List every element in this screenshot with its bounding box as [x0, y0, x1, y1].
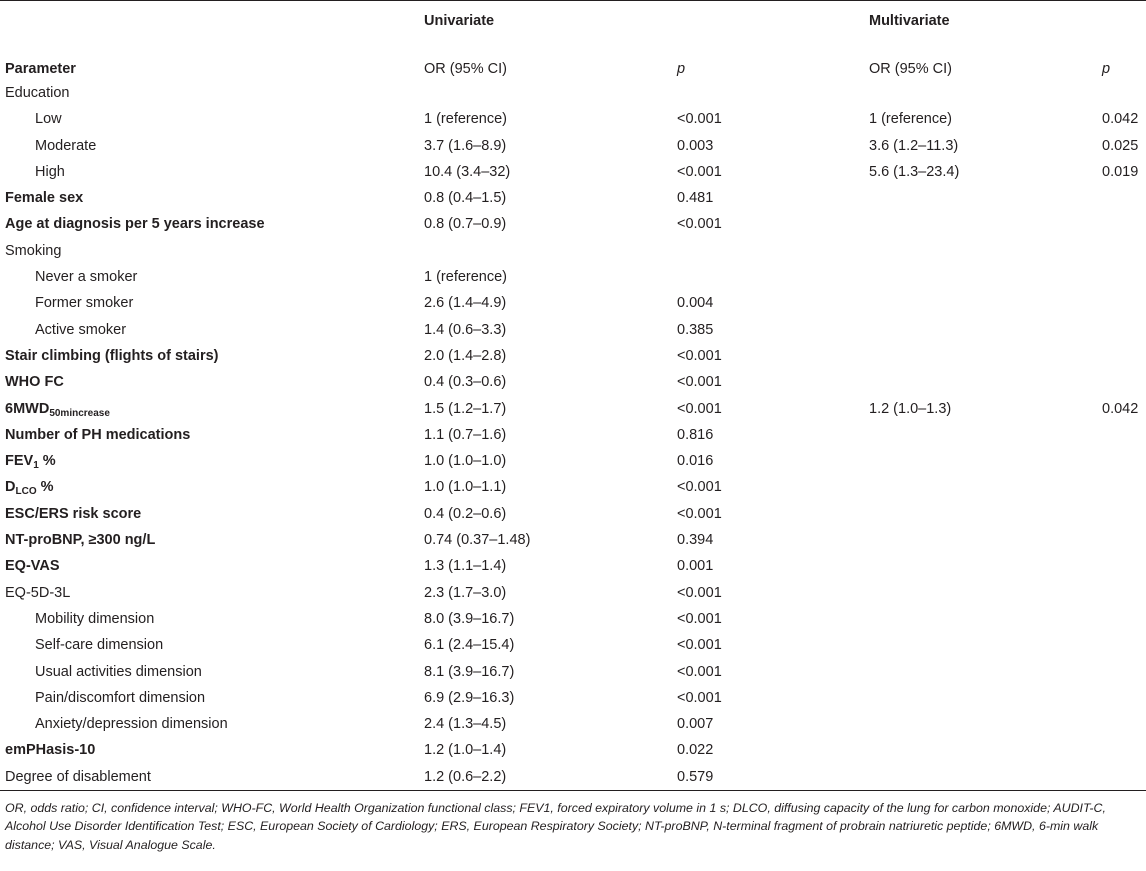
univariate-p-cell: <0.001 [677, 663, 722, 680]
univariate-p-cell: 0.007 [677, 716, 714, 733]
univariate-or-cell: 1.3 (1.1–1.4) [424, 558, 507, 575]
parameter-cell [35, 317, 126, 343]
table-row [0, 685, 1146, 711]
univariate-or-cell: 3.7 (1.6–8.9) [424, 137, 507, 154]
univariate-or-cell: 0.4 (0.3–0.6) [424, 374, 507, 391]
univariate-or-cell: 0.74 (0.37–1.48) [424, 532, 531, 549]
univariate-or-cell: 0.8 (0.4–1.5) [424, 190, 507, 207]
parameter-label: High [35, 163, 65, 180]
table-row [0, 764, 1146, 790]
table-row [0, 659, 1146, 685]
parameter-cell [5, 211, 265, 237]
parameter-cell [5, 238, 61, 264]
univariate-p-cell: <0.001 [677, 374, 722, 391]
univariate-p-cell: 0.016 [677, 453, 714, 470]
univariate-or-column-header: OR (95% CI) [424, 61, 507, 77]
parameter-label: NT-proBNP, ≥300 ng/L [5, 532, 156, 549]
univariate-p-cell: <0.001 [677, 505, 722, 522]
univariate-p-cell: <0.001 [677, 111, 722, 128]
parameter-label-subscript: LCO [15, 486, 37, 498]
multivariate-or-cell: 1.2 (1.0–1.3) [869, 400, 952, 417]
univariate-p-cell: <0.001 [677, 347, 722, 364]
univariate-p-cell: 0.001 [677, 558, 714, 575]
univariate-p-cell: 0.003 [677, 137, 714, 154]
table-row [0, 553, 1146, 579]
univariate-or-cell: 8.0 (3.9–16.7) [424, 610, 515, 627]
parameter-cell [5, 580, 70, 606]
univariate-or-cell: 1.4 (0.6–3.3) [424, 321, 507, 338]
table-row [0, 106, 1146, 132]
univariate-p-column-header: p [677, 61, 686, 77]
univariate-p-cell: 0.394 [677, 532, 714, 549]
table-row [0, 711, 1146, 737]
parameter-label: Usual activities dimension [35, 663, 202, 680]
parameter-label: 6MWD [5, 400, 50, 417]
parameter-label: emPHasis-10 [5, 742, 96, 759]
table-row [0, 80, 1146, 106]
multivariate-p-cell: 0.019 [1102, 163, 1139, 180]
table-row [0, 159, 1146, 185]
table-body [0, 80, 1146, 790]
parameter-label: Stair climbing (flights of stairs) [5, 347, 219, 364]
parameter-cell [35, 632, 163, 658]
table-row [0, 527, 1146, 553]
univariate-or-cell: 1.5 (1.2–1.7) [424, 400, 507, 417]
univariate-p-cell: <0.001 [677, 163, 722, 180]
table-row [0, 632, 1146, 658]
parameter-label: ESC/ERS risk score [5, 505, 142, 522]
univariate-or-cell: 2.6 (1.4–4.9) [424, 295, 507, 312]
parameter-label: EQ-VAS [5, 558, 60, 575]
parameter-cell [5, 80, 70, 106]
parameter-label: Low [35, 111, 62, 128]
parameter-cell [5, 474, 54, 500]
univariate-or-cell: 1.2 (1.0–1.4) [424, 742, 507, 759]
univariate-or-cell: 1.0 (1.0–1.1) [424, 479, 507, 496]
parameter-label: Never a smoker [35, 269, 138, 286]
table-row [0, 133, 1146, 159]
parameter-label: Active smoker [35, 321, 127, 338]
table-row [0, 606, 1146, 632]
univariate-or-cell: 6.9 (2.9–16.3) [424, 689, 515, 706]
univariate-p-cell: <0.001 [677, 584, 722, 601]
parameter-label-suffix: % [38, 453, 56, 470]
table-row [0, 474, 1146, 500]
parameter-label: Mobility dimension [35, 610, 155, 627]
univariate-or-cell: 2.0 (1.4–2.8) [424, 347, 507, 364]
table-row [0, 343, 1146, 369]
univariate-or-cell: 1 (reference) [424, 269, 508, 286]
table-row [0, 580, 1146, 606]
parameter-label: Female sex [5, 190, 84, 207]
univariate-or-cell: 0.4 (0.2–0.6) [424, 505, 507, 522]
univariate-p-cell: <0.001 [677, 479, 722, 496]
parameter-label: Number of PH medications [5, 426, 191, 443]
parameter-cell [5, 185, 83, 211]
parameter-label: Age at diagnosis per 5 years increase [5, 216, 265, 233]
table-row [0, 448, 1146, 474]
parameter-cell [35, 159, 65, 185]
column-header-row [0, 47, 1146, 80]
table-row [0, 211, 1146, 237]
parameter-label: Education [5, 85, 70, 101]
univariate-or-cell: 1.1 (0.7–1.6) [424, 426, 507, 443]
multivariate-p-column-header: p [1102, 61, 1111, 77]
table-row [0, 317, 1146, 343]
parameter-cell [5, 501, 141, 527]
parameter-label: Smoking [5, 242, 62, 259]
parameter-cell [5, 553, 60, 579]
table-row [0, 422, 1146, 448]
parameter-cell [35, 106, 62, 132]
univariate-p-cell: <0.001 [677, 689, 722, 706]
table-row [0, 501, 1146, 527]
parameter-label: Anxiety/depression dimension [35, 716, 228, 733]
parameter-column-header: Parameter [5, 61, 76, 77]
univariate-p-cell: 0.481 [677, 190, 714, 207]
multivariate-or-cell: 5.6 (1.3–23.4) [869, 163, 960, 180]
parameter-label: Pain/discomfort dimension [35, 689, 206, 706]
parameter-cell [5, 369, 64, 395]
univariate-header: Univariate [424, 13, 495, 29]
univariate-or-cell: 2.3 (1.7–3.0) [424, 584, 507, 601]
parameter-cell [35, 685, 205, 711]
table-row [0, 264, 1146, 290]
parameter-cell [5, 527, 155, 553]
parameter-cell [35, 606, 154, 632]
parameter-cell [35, 264, 137, 290]
table-row [0, 369, 1146, 395]
parameter-cell [35, 711, 228, 737]
multivariate-or-cell: 1 (reference) [869, 111, 953, 128]
parameter-label: Former smoker [35, 295, 134, 312]
univariate-p-cell: 0.004 [677, 295, 714, 312]
table-row [0, 737, 1146, 763]
multivariate-p-cell: 0.042 [1102, 111, 1139, 128]
univariate-p-cell: 0.385 [677, 321, 714, 338]
parameter-cell [5, 422, 190, 448]
parameter-label: Moderate [35, 137, 97, 154]
parameter-cell [5, 396, 110, 422]
univariate-p-cell: <0.001 [677, 216, 722, 233]
parameter-cell [5, 343, 219, 369]
univariate-p-cell: <0.001 [677, 610, 722, 627]
parameter-label-subscript: 1 [33, 460, 39, 472]
table-footnote: OR, odds ratio; CI, confidence interval; WHO-FC, World Health Organization functional class; FEV1, forced expiratory volume in 1 s; DLCO, diffusing capacity of the lung for carbon monoxide; AUDIT-C, Alcohol Use Disorder Identification Test; ESC, European Society of Cardiology; ERS, European Respiratory Society; NT-proBNP, N-terminal fragment of probrain natriuretic peptide; 6MWD, 6-min walk distance; VAS, Visual Analogue Scale. [5, 801, 1106, 852]
parameter-cell [35, 290, 133, 316]
parameter-label: D [5, 479, 16, 496]
univariate-or-cell: 10.4 (3.4–32) [424, 163, 511, 180]
table-row [0, 290, 1146, 316]
table-row [0, 185, 1146, 211]
parameter-label: EQ-5D-3L [5, 584, 71, 601]
univariate-p-cell: 0.579 [677, 768, 714, 785]
parameter-label: Degree of disablement [5, 768, 151, 785]
univariate-or-cell: 1 (reference) [424, 111, 508, 128]
univariate-or-cell: 1.2 (0.6–2.2) [424, 768, 507, 785]
univariate-or-cell: 0.8 (0.7–0.9) [424, 216, 507, 233]
parameter-label: FEV [5, 453, 34, 470]
parameter-cell [5, 737, 95, 763]
parameter-label-suffix: % [36, 479, 54, 496]
multivariate-p-cell: 0.025 [1102, 137, 1139, 154]
univariate-p-cell: <0.001 [677, 637, 722, 654]
parameter-cell [5, 448, 56, 474]
group-header-row [0, 1, 1146, 47]
multivariate-p-cell: 0.042 [1102, 400, 1139, 417]
table-row [0, 396, 1146, 422]
univariate-p-cell: <0.001 [677, 400, 722, 417]
univariate-or-cell: 6.1 (2.4–15.4) [424, 637, 515, 654]
univariate-p-cell: 0.022 [677, 742, 714, 759]
parameter-label: Self-care dimension [35, 637, 164, 654]
multivariate-or-cell: 3.6 (1.2–11.3) [869, 137, 959, 154]
parameter-label-subscript: 50mincrease [49, 407, 110, 419]
multivariate-header: Multivariate [869, 13, 950, 29]
univariate-or-cell: 1.0 (1.0–1.0) [424, 453, 507, 470]
univariate-p-cell: 0.816 [677, 426, 714, 443]
multivariate-or-column-header: OR (95% CI) [869, 61, 952, 77]
univariate-or-cell: 2.4 (1.3–4.5) [424, 716, 507, 733]
table-row [0, 238, 1146, 264]
parameter-cell [5, 764, 151, 790]
parameter-cell [35, 659, 202, 685]
parameter-cell [35, 133, 96, 159]
univariate-or-cell: 8.1 (3.9–16.7) [424, 663, 515, 680]
parameter-label: WHO FC [5, 374, 64, 391]
